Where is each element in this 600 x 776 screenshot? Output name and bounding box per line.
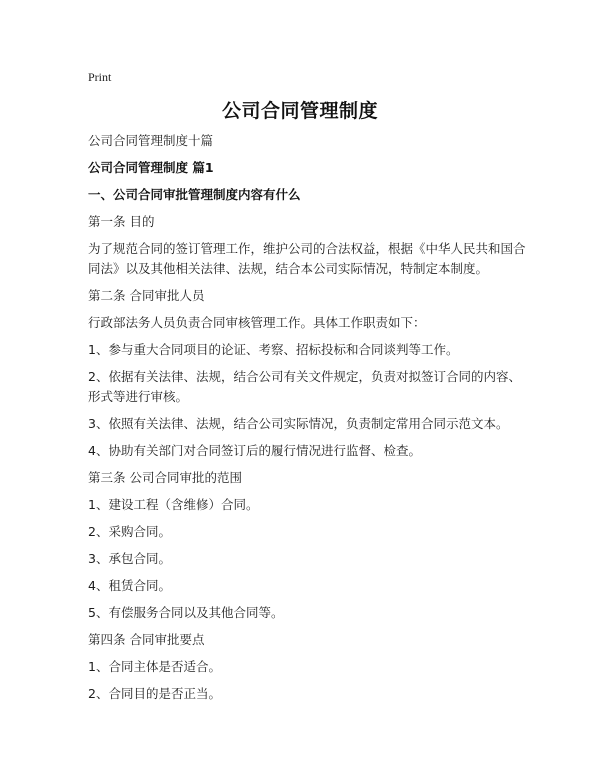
paragraph: 行政部法务人员负责合同审核管理工作。具体工作职责如下： (88, 315, 426, 330)
article-heading: 第三条 公司合同审批的范围 (88, 470, 242, 485)
list-item: 3、依照有关法律、法规，结合公司实际情况，负责制定常用合同示范文本。 (88, 416, 509, 431)
list-item: 1、参与重大合同项目的论证、考察、招标投标和合同谈判等工作。 (88, 342, 459, 357)
list-item: 1、建设工程（含维修）合同。 (88, 497, 259, 512)
paragraph: 为了规范合同的签订管理工作，维护公司的合法权益，根据《中华人民共和国合同法》以及其他相关法律、法规，结合本公司实际情况，特制定本制度。 (88, 241, 526, 276)
list-item: 4、协助有关部门对合同签订后的履行情况进行监督、检查。 (88, 443, 421, 458)
list-item: 4、租赁合同。 (88, 578, 171, 593)
list-item: 5、有偿服务合同以及其他合同等。 (88, 605, 284, 620)
list-item: 2、依据有关法律、法规，结合公司有关文件规定，负责对拟签订合同的内容、形式等进行审核。 (88, 369, 521, 404)
list-item: 2、采购合同。 (88, 524, 171, 539)
list-item: 2、合同目的是否正当。 (88, 686, 221, 701)
article-heading: 第一条 目的 (88, 214, 155, 229)
list-item: 1、合同主体是否适合。 (88, 659, 221, 674)
print-label: Print (88, 70, 112, 84)
section-heading: 公司合同管理制度 篇1 (88, 160, 214, 175)
list-item: 3、承包合同。 (88, 551, 171, 566)
paragraph-subtitle: 公司合同管理制度十篇 (88, 133, 214, 148)
article-heading: 第二条 合同审批人员 (88, 288, 205, 303)
article-heading: 第四条 合同审批要点 (88, 632, 205, 647)
document-title: 公司合同管理制度 (221, 100, 378, 122)
document-body (88, 131, 528, 711)
subsection-heading: 一、公司合同审批管理制度内容有什么 (88, 187, 301, 202)
